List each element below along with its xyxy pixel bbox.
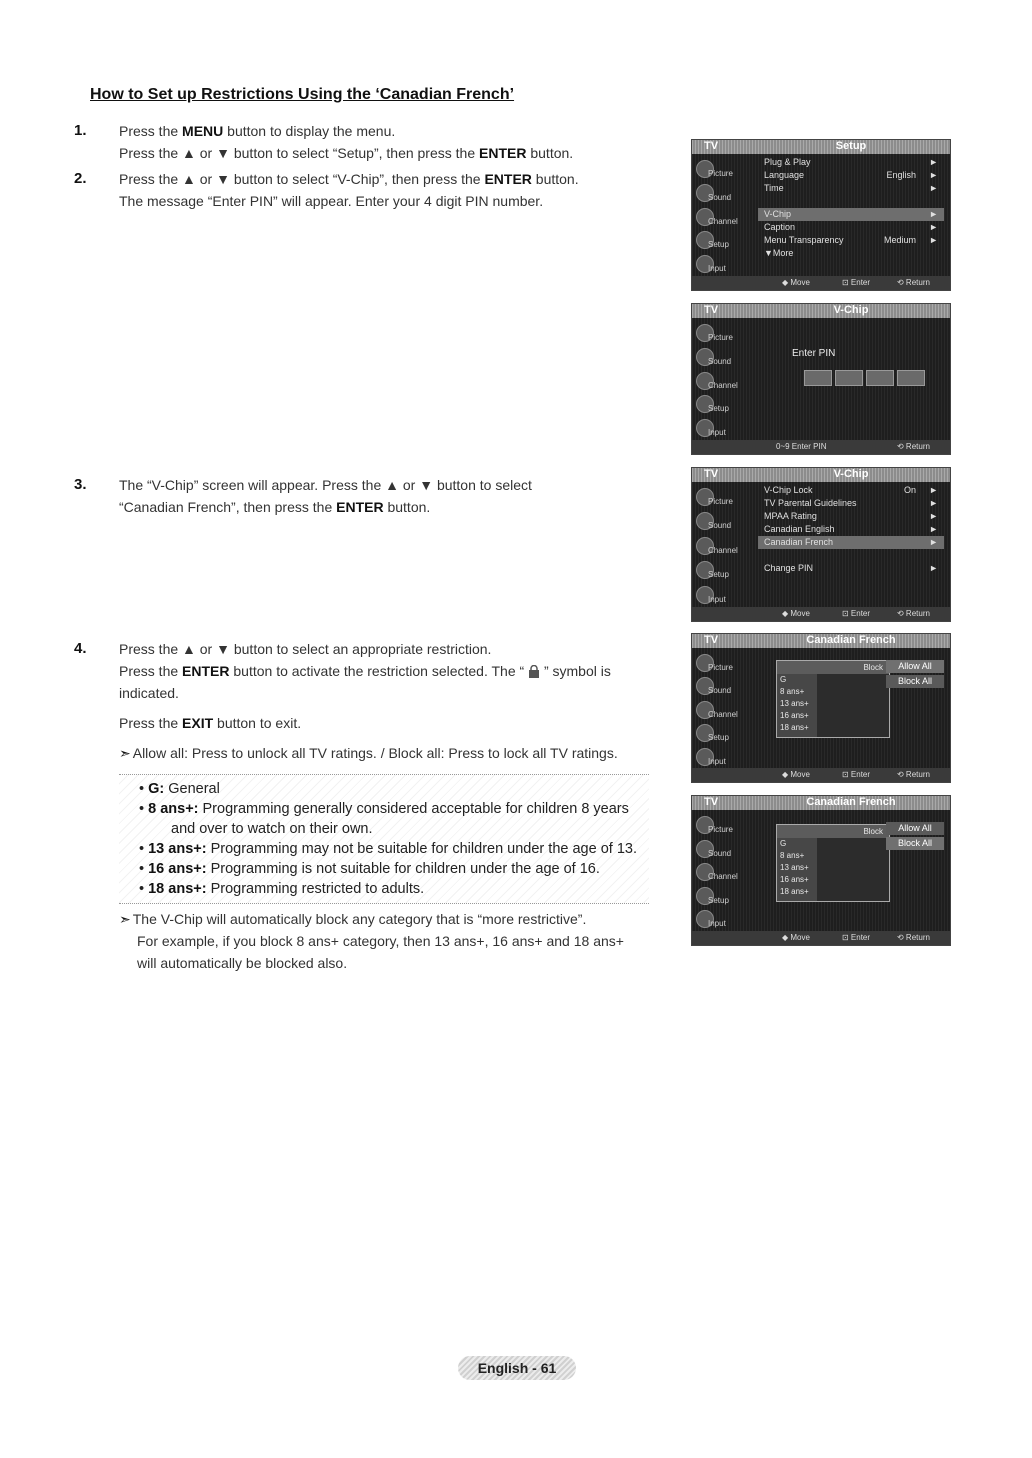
screen-header: TV V-Chip bbox=[692, 468, 950, 482]
tv-screen-canadian-french-allow bbox=[691, 633, 951, 783]
ratings-list bbox=[119, 774, 649, 904]
note: ➣ Allow all: Press to unlock all TV ratings. / Block all: Press to lock all TV ratings. bbox=[119, 742, 654, 764]
menu-row: Caption ► bbox=[764, 222, 938, 232]
screen-header: TV V-Chip bbox=[692, 304, 950, 318]
sidebar-item-setup: Setup bbox=[692, 720, 754, 743]
step-line: Press the MENU button to display the menu. bbox=[119, 123, 396, 139]
sidebar-item-picture: Picture bbox=[692, 812, 754, 836]
menu-row: Language English ► bbox=[764, 170, 938, 180]
step-line: Press the ▲ or ▼ button to select an appropriate restriction. bbox=[119, 641, 492, 657]
rating-table-header: Block bbox=[777, 825, 889, 838]
step-number: 1. bbox=[74, 122, 87, 139]
tv-screen-canadian-french-block bbox=[691, 795, 951, 946]
step-line: Press the ▲ or ▼ button to select “Setup”, then press the ENTER button. bbox=[119, 145, 574, 161]
screen-footer: ◆ Move ⊡ Enter ⟲ Return bbox=[692, 276, 950, 290]
allow-all-button[interactable]: Allow All bbox=[886, 822, 944, 835]
step-2 bbox=[74, 168, 654, 212]
sidebar-item-setup: Setup bbox=[692, 391, 754, 415]
note: ➣ The V-Chip will automatically block any category that is “more restrictive”. bbox=[119, 908, 654, 930]
step-4 bbox=[74, 638, 654, 974]
rating-item: • 18 ans+: Programming restricted to adults. bbox=[139, 881, 425, 897]
sidebar-item-sound: Sound bbox=[692, 673, 754, 696]
pin-digit-box bbox=[835, 370, 863, 386]
step-line: Press the ENTER button to activate the restriction selected. The “ ” symbol is bbox=[119, 663, 611, 679]
screen-header: TV Setup bbox=[692, 140, 950, 154]
block-all-button[interactable]: Block All bbox=[886, 675, 944, 688]
tv-screen-vchip-pin bbox=[691, 303, 951, 455]
sidebar-item-picture: Picture bbox=[692, 650, 754, 673]
note-arrow-icon: ➣ bbox=[119, 745, 131, 761]
pin-label: Enter PIN bbox=[792, 348, 836, 359]
screen-sidebar bbox=[692, 650, 754, 767]
rating-item: • G: General bbox=[139, 781, 220, 797]
menu-row: Menu Transparency Medium ► bbox=[764, 235, 938, 245]
rating-item-continued: and over to watch on their own. bbox=[171, 821, 373, 837]
rating-item: • 8 ans+: Programming generally considered acceptable for children 8 years bbox=[139, 801, 629, 817]
sidebar-item-setup: Setup bbox=[692, 227, 754, 251]
rating-item: • 16 ans+: Programming is not suitable for children under the age of 16. bbox=[139, 861, 600, 877]
step-1 bbox=[74, 120, 654, 164]
pin-input[interactable] bbox=[804, 370, 925, 386]
note-arrow-icon: ➣ bbox=[119, 911, 131, 927]
screen-header: TV Canadian French bbox=[692, 796, 950, 810]
sidebar-item-channel: Channel bbox=[692, 204, 754, 228]
sidebar-item-picture: Picture bbox=[692, 156, 754, 180]
tv-screen-vchip bbox=[691, 467, 951, 622]
rating-column: G 8 ans+ 13 ans+ 16 ans+ 18 ans+ bbox=[777, 674, 817, 737]
menu-row: MPAA Rating ► bbox=[764, 511, 938, 521]
step-line: The “V-Chip” screen will appear. Press the ▲ or ▼ button to select bbox=[119, 477, 532, 493]
menu-row bbox=[758, 195, 944, 208]
sidebar-item-setup: Setup bbox=[692, 557, 754, 581]
screen-sidebar bbox=[692, 812, 754, 930]
step-number: 2. bbox=[74, 170, 87, 187]
sidebar-item-input: Input bbox=[692, 251, 754, 275]
sidebar-item-input: Input bbox=[692, 906, 754, 930]
menu-row: ▼More bbox=[764, 248, 794, 258]
step-line: “Canadian French”, then press the ENTER button. bbox=[119, 499, 431, 515]
sidebar-item-input: Input bbox=[692, 415, 754, 439]
screen-sidebar bbox=[692, 156, 754, 275]
sidebar-item-channel: Channel bbox=[692, 697, 754, 720]
sidebar-item-sound: Sound bbox=[692, 180, 754, 204]
screen-sidebar bbox=[692, 320, 754, 439]
step-number: 3. bbox=[74, 476, 87, 493]
sidebar-item-input: Input bbox=[692, 744, 754, 767]
block-all-button[interactable]: Block All bbox=[886, 837, 944, 850]
menu-row: Canadian English ► bbox=[764, 524, 938, 534]
allow-all-button[interactable]: Allow All bbox=[886, 660, 944, 673]
sidebar-item-channel: Channel bbox=[692, 533, 754, 557]
sidebar-item-input: Input bbox=[692, 582, 754, 606]
screen-menu bbox=[758, 650, 944, 767]
menu-row-selected: V-Chip ► bbox=[758, 208, 944, 221]
step-3 bbox=[74, 474, 654, 518]
lock-icon bbox=[528, 665, 540, 678]
screen-menu bbox=[758, 484, 944, 606]
step-number: 4. bbox=[74, 640, 87, 657]
page-number-badge: English - 61 bbox=[458, 1356, 576, 1380]
pin-digit-box bbox=[866, 370, 894, 386]
menu-row: Time ► bbox=[764, 183, 938, 193]
rating-table bbox=[776, 660, 890, 738]
screen-header: TV Canadian French bbox=[692, 634, 950, 648]
screen-menu bbox=[758, 156, 944, 275]
step-line: Press the EXIT button to exit. bbox=[119, 715, 302, 731]
rating-table bbox=[776, 824, 890, 902]
menu-row: TV Parental Guidelines ► bbox=[764, 498, 938, 508]
rating-item: • 13 ans+: Programming may not be suitable for children under the age of 13. bbox=[139, 841, 637, 857]
sidebar-item-channel: Channel bbox=[692, 368, 754, 392]
sidebar-item-setup: Setup bbox=[692, 883, 754, 907]
screen-footer: 0~9 Enter PIN ⟲ Return bbox=[692, 440, 950, 454]
screen-footer: ◆ Move ⊡ Enter ⟲ Return bbox=[692, 768, 950, 782]
screen-footer: ◆ Move ⊡ Enter ⟲ Return bbox=[692, 607, 950, 621]
step-line: Press the ▲ or ▼ button to select “V-Chip”, then press the ENTER button. bbox=[119, 171, 579, 187]
screen-footer: ◆ Move ⊡ Enter ⟲ Return bbox=[692, 931, 950, 945]
menu-row: Plug & Play ► bbox=[764, 157, 938, 167]
pin-digit-box bbox=[897, 370, 925, 386]
screen-sidebar bbox=[692, 484, 754, 606]
menu-row: Change PIN ► bbox=[764, 563, 938, 573]
sidebar-item-channel: Channel bbox=[692, 859, 754, 883]
allow-block-buttons bbox=[886, 660, 944, 690]
tv-screen-setup bbox=[691, 139, 951, 291]
menu-row bbox=[758, 549, 944, 562]
sidebar-item-picture: Picture bbox=[692, 484, 754, 508]
note-line: For example, if you block 8 ans+ category, then 13 ans+, 16 ans+ and 18 ans+ bbox=[137, 933, 624, 949]
step-line: indicated. bbox=[119, 685, 179, 701]
step-line: The message “Enter PIN” will appear. Enter your 4 digit PIN number. bbox=[119, 193, 544, 209]
menu-row: V-Chip Lock On ► bbox=[764, 485, 938, 495]
sidebar-item-sound: Sound bbox=[692, 508, 754, 532]
page-title: How to Set up Restrictions Using the ‘Canadian French’ bbox=[90, 86, 515, 103]
sidebar-item-picture: Picture bbox=[692, 320, 754, 344]
screen-menu bbox=[758, 812, 944, 930]
rating-column: G 8 ans+ 13 ans+ 16 ans+ 18 ans+ bbox=[777, 838, 817, 901]
rating-table-header: Block bbox=[777, 661, 889, 674]
pin-digit-box bbox=[804, 370, 832, 386]
sidebar-item-sound: Sound bbox=[692, 836, 754, 860]
allow-block-buttons bbox=[886, 822, 944, 852]
menu-row-selected: Canadian French ► bbox=[758, 536, 944, 549]
note-line: will automatically be blocked also. bbox=[137, 955, 348, 971]
sidebar-item-sound: Sound bbox=[692, 344, 754, 368]
